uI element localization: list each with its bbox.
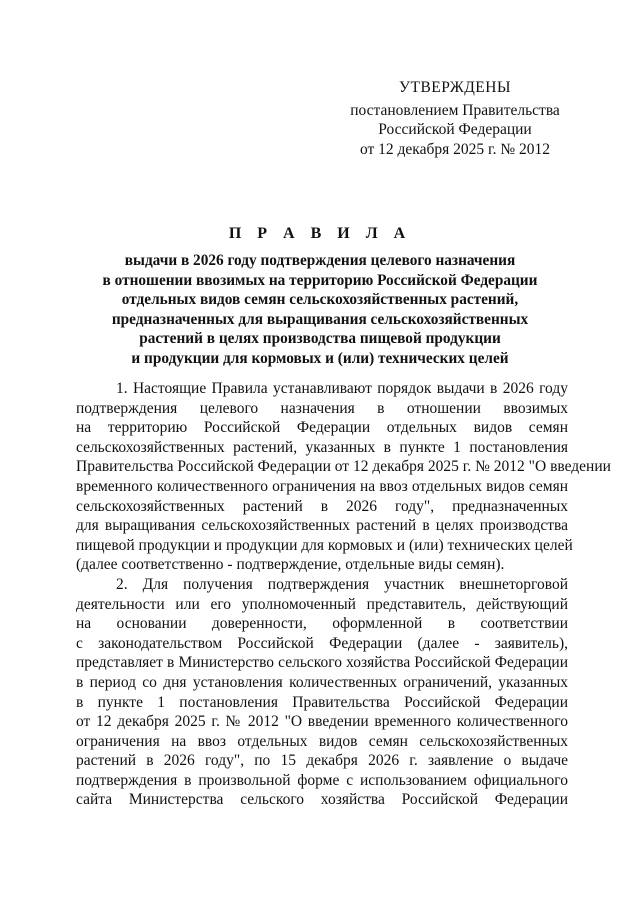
paragraph-line: на территорию Российской Федерации отдельных видов семян (76, 419, 568, 437)
paragraph-line: на основании доверенности, оформленной в соответствии (76, 615, 568, 633)
paragraph-line: представляет в Министерство сельского хозяйства Российской Федерации (76, 654, 568, 672)
subtitle-line: отдельных видов семян сельскохозяйственных растений, (121, 291, 519, 309)
paragraph-line: от 12 декабря 2025 г. № 2012 "О введении временного количественного (76, 713, 568, 731)
paragraph-line: сайта Министерства сельского хозяйства Российской Федерации (76, 791, 568, 809)
paragraph-line: временного количественного ограничения на ввоз отдельных видов семян (76, 477, 568, 495)
rules-subtitle (60, 251, 580, 369)
paragraph-line: в пункте 1 постановления Правительства Российской Федерации (76, 693, 568, 711)
paragraph-line: для выращивания сельскохозяйственных растений в целях производства (76, 517, 568, 535)
paragraph-line: деятельности или его уполномоченный представитель, действующий (76, 595, 568, 613)
paragraph-line: сельскохозяйственных растений в 2026 году", предназначенных (76, 497, 568, 515)
approval-title: УТВЕРЖДЕНЫ (399, 79, 511, 96)
approval-line-3: от 12 декабря 2025 г. № 2012 (359, 140, 551, 158)
paragraph-1 (76, 379, 611, 575)
paragraph-line: в период со дня установления количественных ограничений, указанных (76, 673, 568, 691)
rules-heading: П Р А В И Л А (228, 225, 412, 242)
paragraph-line: пищевой продукции и продукции для кормовых и (или) технических целей (76, 536, 573, 554)
subtitle-line: растений в целях производства пищевой продукции (139, 330, 501, 348)
subtitle-line: выдачи в 2026 году подтверждения целевого назначения (124, 252, 516, 269)
subtitle-line: и продукции для кормовых и (или) технических целей (131, 349, 509, 367)
approval-block (330, 78, 580, 159)
paragraph-line: ограничения на ввоз отдельных видов семян сельскохозяйственных (76, 732, 568, 750)
paragraph-line: с законодательством Российской Федерации (далее - заявитель), (76, 634, 568, 652)
paragraph-line: подтверждения в произвольной форме с использованием официального (76, 771, 568, 789)
subtitle-line: предназначенных для выращивания сельскохозяйственных (111, 310, 529, 328)
paragraph-line: растений в 2026 году", по 15 декабря 2026 г. заявление о выдаче (76, 752, 568, 770)
subtitle-line: в отношении ввозимых на территорию Российской Федерации (102, 271, 538, 289)
paragraph-line: (далее соответственно - подтверждение, отдельные виды семян). (76, 556, 505, 574)
paragraph-line: сельскохозяйственных растений, указанных в пункте 1 постановления (76, 438, 568, 456)
paragraph-2 (76, 575, 568, 810)
document-body (76, 379, 611, 810)
paragraph-line: Правительства Российской Федерации от 12 декабря 2025 г. № 2012 "О введении (76, 458, 611, 476)
approval-line-2: Российской Федерации (378, 121, 532, 138)
paragraph-line: 2. Для получения подтверждения участник внешнеторговой (116, 575, 568, 593)
paragraph-line: подтверждения целевого назначения в отношении ввозимых (76, 399, 568, 417)
approval-line-1: постановлением Правительства (350, 101, 560, 119)
paragraph-line: 1. Настоящие Правила устанавливают порядок выдачи в 2026 году (116, 380, 568, 397)
